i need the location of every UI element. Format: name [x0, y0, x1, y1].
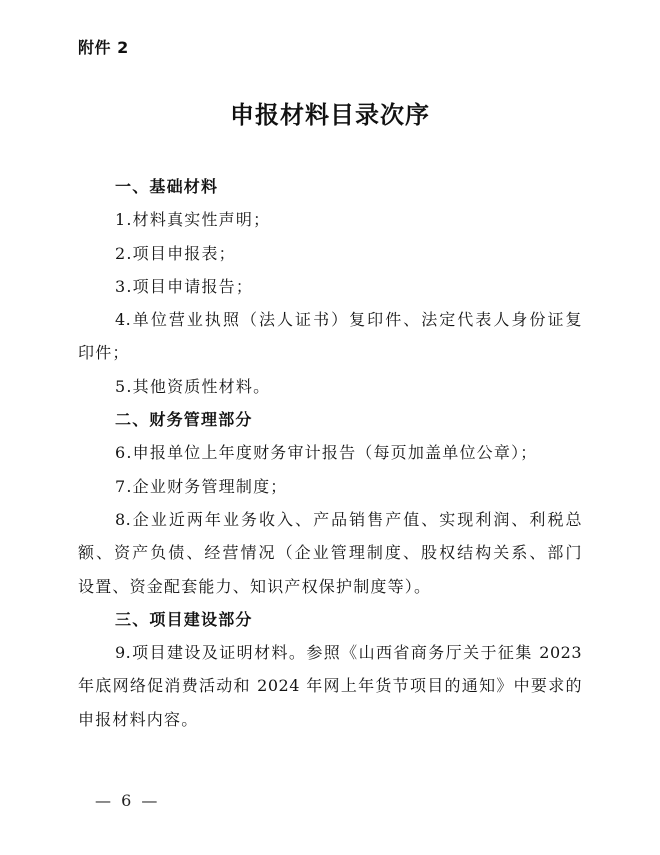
list-item — [78, 436, 582, 469]
document-body — [78, 170, 582, 736]
section-heading: 二、财务管理部分 — [115, 410, 253, 430]
list-item-line: 9.项目建设及证明材料。参照《山西省商务厅关于征集 2023 — [115, 643, 582, 663]
list-item-line: 1.材料真实性声明； — [115, 210, 271, 230]
list-item — [78, 636, 582, 736]
section-basic-materials — [78, 170, 582, 403]
section-heading: 一、基础材料 — [115, 177, 219, 196]
list-item-line: 4.单位营业执照（法人证书）复印件、法定代表人身份证复 — [115, 310, 582, 330]
list-item-line: 3.项目申请报告； — [115, 276, 254, 296]
list-item — [78, 370, 582, 403]
section-project-construction — [78, 603, 582, 736]
list-item-line: 8.企业近两年业务收入、产品销售产值、实现利润、利税总 — [115, 509, 582, 529]
page-title: 申报材料目录次序 — [230, 100, 430, 129]
list-item-line: 年底网络促消费活动和 2024 年网上年货节项目的通知》中要求的 — [78, 676, 582, 696]
list-item-line: 额、资产负债、经营情况（企业管理制度、股权结构关系、部门 — [78, 543, 582, 563]
list-item — [78, 470, 582, 503]
list-item-line: 印件； — [78, 343, 130, 363]
list-item — [78, 203, 582, 236]
list-item — [78, 237, 582, 270]
page-number: — 6 — — [95, 791, 158, 810]
section-heading: 三、项目建设部分 — [115, 609, 253, 629]
list-item — [78, 503, 582, 603]
list-item-line: 2.项目申报表； — [115, 243, 236, 263]
attachment-label: 附件 2 — [78, 38, 129, 57]
list-item-line: 7.企业财务管理制度； — [115, 476, 288, 496]
list-item-line: 设置、资金配套能力、知识产权保护制度等）。 — [78, 576, 432, 596]
list-item-line: 6.申报单位上年度财务审计报告（每页加盖单位公章）； — [115, 443, 538, 463]
section-financial-management — [78, 403, 582, 603]
list-item — [78, 303, 582, 370]
list-item — [78, 270, 582, 303]
list-item-line: 5.其他资质性材料。 — [115, 376, 271, 396]
list-item-line: 申报材料内容。 — [78, 709, 199, 729]
